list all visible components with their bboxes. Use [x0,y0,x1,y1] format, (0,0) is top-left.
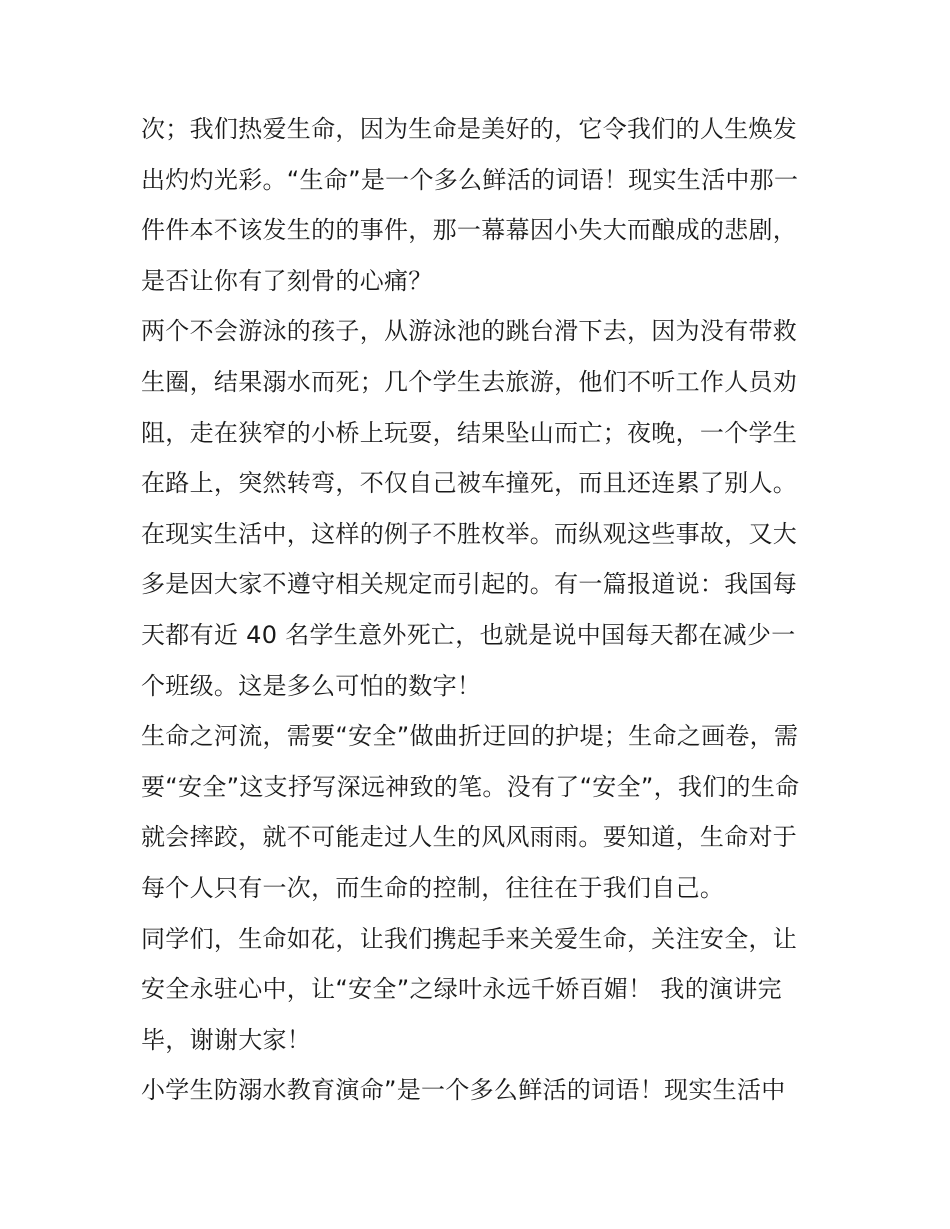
text-line: 件件本不该发生的的事件，那一幕幕因小失大而酿成的悲剧， [141,216,798,245]
text-line: 就会摔跤，就不可能走过人生的风风雨雨。要知道，生命对于 [141,823,798,852]
text-line: 阻，走在狭窄的小桥上玩耍，结果坠山而亡；夜晚，一个学生 [141,418,798,447]
text-line: 次；我们热爱生命，因为生命是美好的，它令我们的人生焕发 [141,115,798,143]
text-line: 要“安全”这支抒写深远神致的笔。没有了“安全”，我们的生命 [141,772,800,801]
text-line: 毕，谢谢大家！ [141,1025,312,1054]
text-line: 安全永驻心中，让“安全”之绿叶永远千娇百媚！ 我的演讲完 [141,975,782,1004]
text-line: 多是因大家不遵守相关规定而引起的。有一篇报道说：我国每 [141,570,798,599]
document-body [141,104,821,1116]
text-line: 在现实生活中，这样的例子不胜枚举。而纵观这些事故，又大 [141,519,798,548]
text-line: 出灼灼光彩。“生命”是一个多么鲜活的词语！现实生活中那一 [141,165,799,194]
text-line: 天都有近 40 名学生意外死亡，也就是说中国每天都在减少一 [141,620,796,649]
text-line: 每个人只有一次，而生命的控制，往往在于我们自己。 [141,873,725,902]
text-line: 小学生防溺水教育演命”是一个多么鲜活的词语！现实生活中 [141,1076,786,1105]
text-line: 同学们，生命如花，让我们携起手来关爱生命，关注安全，让 [141,924,798,953]
text-line: 两个不会游泳的孩子，从游泳池的跳台滑下去，因为没有带救 [141,317,798,346]
text-line: 生命之河流，需要“安全”做曲折迂回的护堤；生命之画卷，需 [141,722,799,751]
text-line: 生圈，结果溺水而死；几个学生去旅游，他们不听工作人员劝 [141,367,798,396]
text-line: 在路上，突然转弯，不仅自己被车撞死，而且还连累了别人。 [141,469,798,498]
text-line: 是否让你有了刻骨的心痛？ [141,266,433,295]
text-line: 个班级。这是多么可怕的数字！ [141,671,482,700]
